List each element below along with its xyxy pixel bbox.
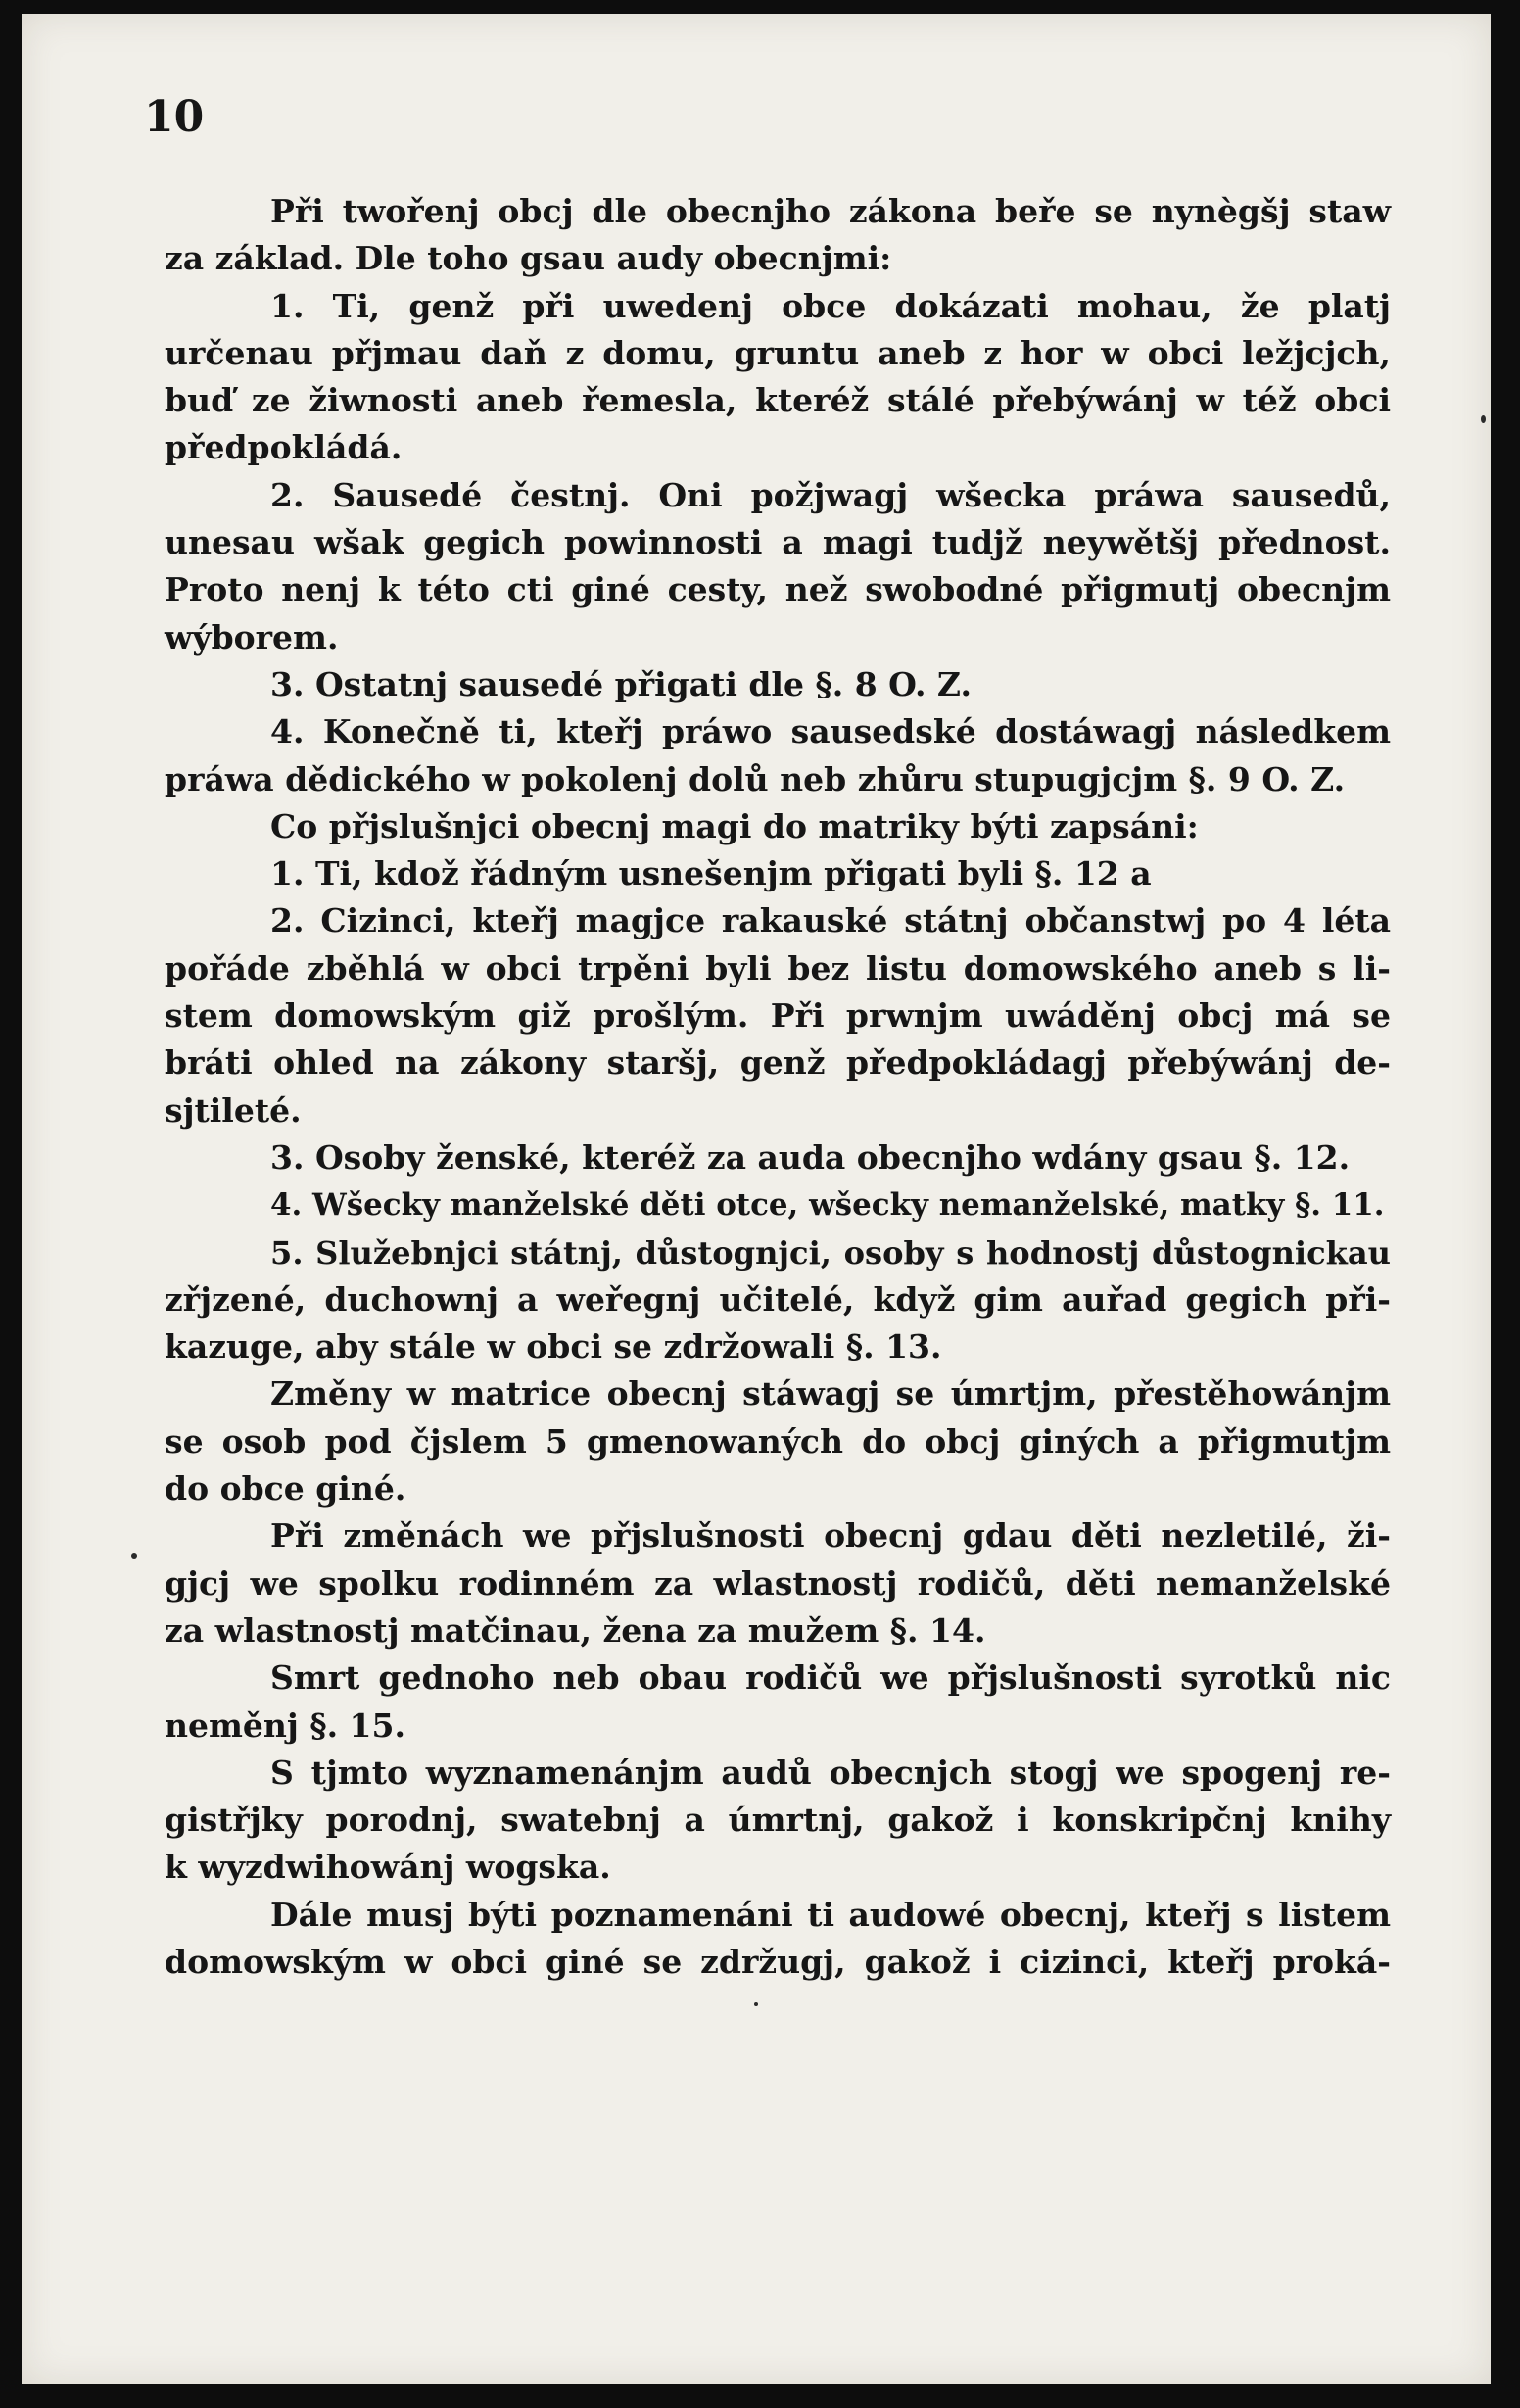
text-line: neměnj §. 15. xyxy=(165,1706,405,1745)
text-line: 3. Ostatnj sausedé přigati dle §. 8 O. Z. xyxy=(270,664,972,703)
text-line: do obce giné. xyxy=(165,1469,406,1509)
text-line: za wlastnostj matčinau, žena za mužem §. 14. xyxy=(165,1611,986,1650)
text-line: práwa dědického w pokolenj dolů neb zhůru stupugjcjm §. 9 O. Z. xyxy=(165,759,1346,798)
ink-speck xyxy=(754,2002,758,2006)
body-text xyxy=(165,188,1391,1986)
text-line: 1. Ti, genž při uwedenj obce dokázati mohau, že platj xyxy=(270,286,1391,325)
text-line: 2. Cizinci, kteřj magjce rakauské státnj občanstwj po 4 léta xyxy=(270,901,1391,940)
text-line: unesau wšak gegich powinnosti a magi tudjž neywětšj přednost. xyxy=(165,523,1391,562)
text-line: 4. Konečně ti, kteřj práwo sausedské dostáwagj následkem xyxy=(270,712,1391,751)
text-line: Při změnách we přjslušnosti obecnj gdau děti nezletilé, ži- xyxy=(270,1517,1391,1556)
text-line: se osob pod čjslem 5 gmenowaných do obcj giných a přigmutjm xyxy=(165,1421,1391,1461)
text-line: domowským w obci giné se zdržugj, gakož i cizinci, kteřj proká- xyxy=(165,1942,1391,1981)
text-line: 3. Osoby ženské, kteréž za auda obecnjho wdány gsau §. 12. xyxy=(270,1137,1351,1177)
text-line: 1. Ti, kdož řádným usnešenjm přigati byli §. 12 a xyxy=(270,854,1152,893)
text-line: zřjzené, duchownj a weřegnj učitelé, když gim auřad gegich při- xyxy=(165,1279,1391,1319)
ink-speck xyxy=(1481,415,1486,423)
text-line: Dále musj býti poznamenáni ti audowé obecnj, kteřj s listem xyxy=(270,1895,1391,1934)
text-line: gjcj we spolku rodinném za wlastnostj rodičů, děti nemanželské xyxy=(165,1564,1391,1603)
text-line: 2. Sausedé čestnj. Oni požjwagj wšecka práwa sausedů, xyxy=(270,475,1391,514)
text-line: kazuge, aby stále w obci se zdržowali §. 13. xyxy=(165,1327,942,1367)
document-page xyxy=(22,14,1491,2384)
text-line: Smrt gednoho neb obau rodičů we přjslušnosti syrotků nic xyxy=(270,1659,1391,1698)
text-line: 5. Služebnjci státnj, důstognjci, osoby s hodnostj důstognickau xyxy=(270,1233,1391,1272)
text-line: předpokládá. xyxy=(165,428,403,467)
text-line: wýborem. xyxy=(165,617,339,656)
text-line: Změny w matrice obecnj stáwagj se úmrtjm, přestěhowánjm xyxy=(270,1374,1391,1414)
text-line: pořáde zběhlá w obci trpěni byli bez listu domowského aneb s li- xyxy=(165,948,1391,987)
text-line: určenau přjmau daň z domu, gruntu aneb z hor w obci ležjcjch, xyxy=(165,333,1391,372)
text-line: za základ. Dle toho gsau audy obecnjmi: xyxy=(165,239,892,278)
text-line: k wyzdwihowánj wogska. xyxy=(165,1848,611,1887)
text-line: Co přjslušnjci obecnj magi do matriky býti zapsáni: xyxy=(270,806,1199,845)
text-line: Proto nenj k této cti giné cesty, než swobodné přigmutj obecnjm xyxy=(165,570,1391,609)
text-line: buď ze žiwnosti aneb řemesla, kteréž stálé přebýwánj w též obci xyxy=(165,381,1391,420)
text-line: gistřjky porodnj, swatebnj a úmrtnj, gakož i konskripčnj knihy xyxy=(165,1801,1391,1840)
text-line: bráti ohled na zákony staršj, genž předpokládagj přebýwánj de- xyxy=(165,1043,1391,1083)
text-line: S tjmto wyznamenánjm audů obecnjch stogj we spogenj re- xyxy=(270,1753,1391,1792)
text-line: sjtileté. xyxy=(165,1090,302,1130)
ink-speck xyxy=(131,1553,137,1559)
text-line: Při twořenj obcj dle obecnjho zákona beře se nynègšj staw xyxy=(270,192,1391,230)
page-number: 10 xyxy=(144,92,205,142)
text-line: 4. Wšecky manželské děti otce, wšecky nemanželské, matky §. 11. xyxy=(270,1187,1385,1224)
text-line: stem domowským giž prošlým. Při prwnjm uwáděnj obcj má se xyxy=(165,996,1391,1035)
